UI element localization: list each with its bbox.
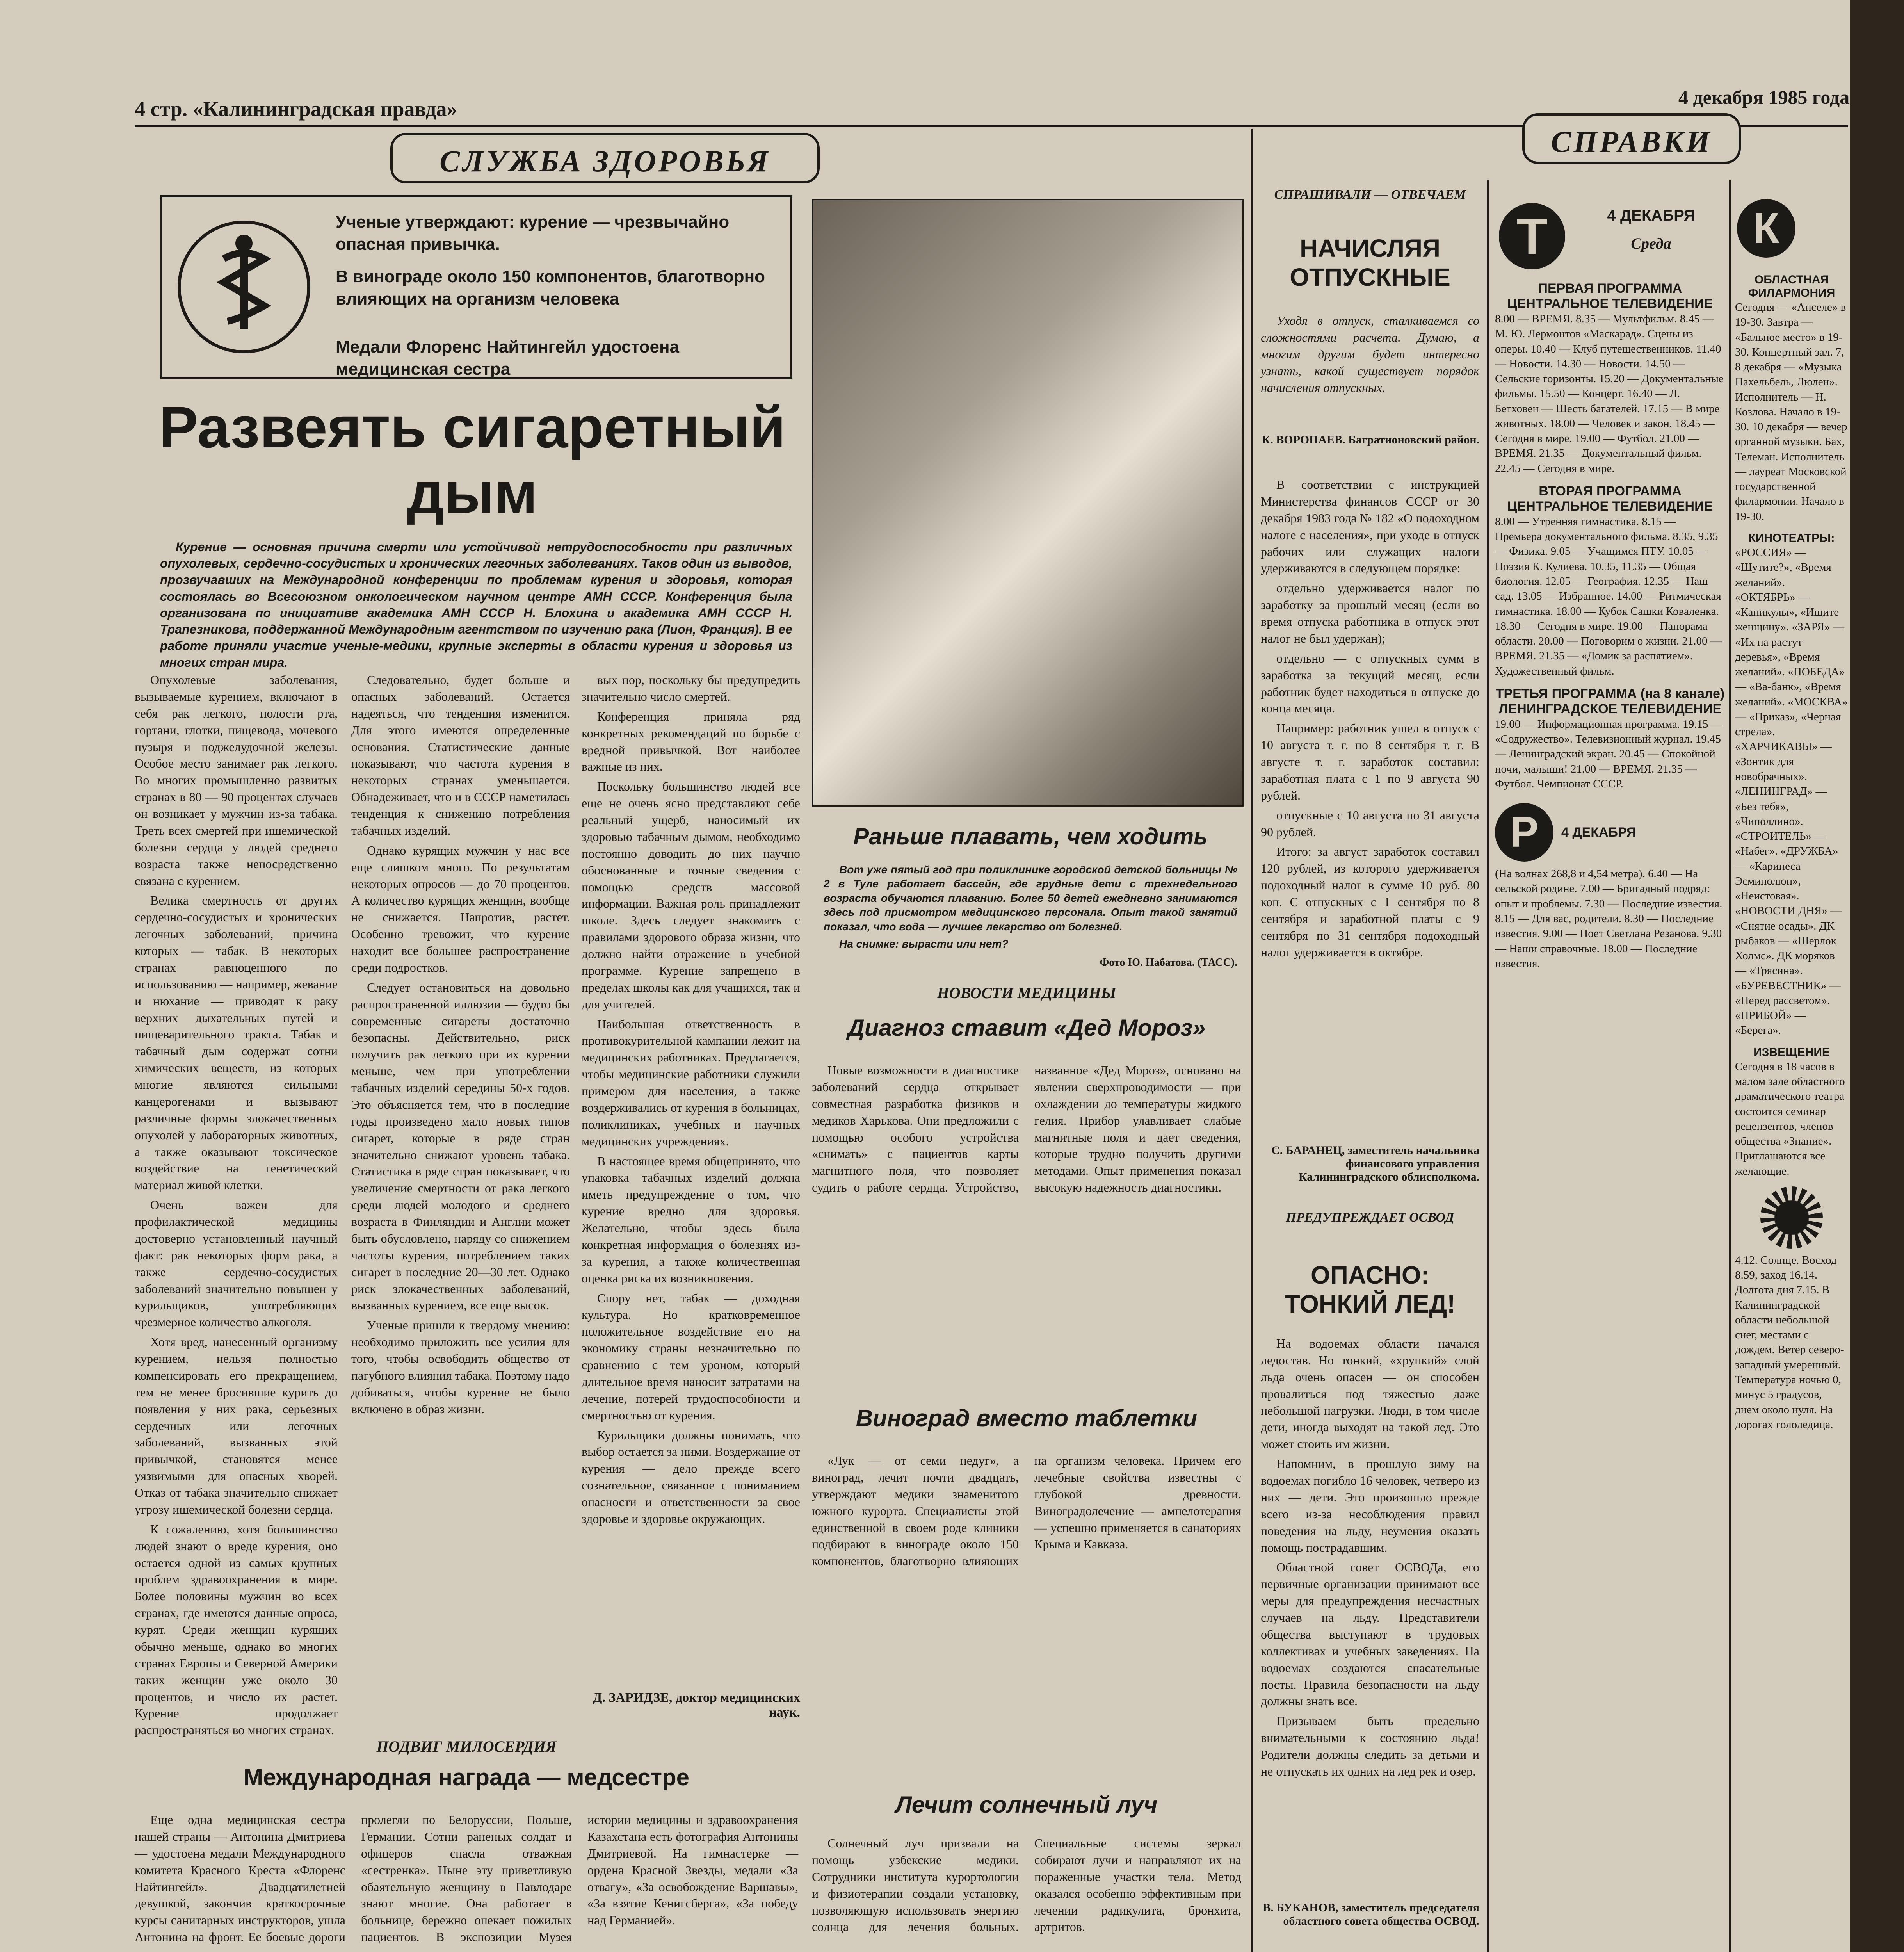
photo-credit: Фото Ю. Набатова. (ТАСС). (1100, 956, 1237, 969)
smoke-paragraph: В настоящее время общепринято, что упаковка табачных изделий должна иметь предупреждение о том, что курение вредно для здоровья. Желательно, чтобы здесь была конкретная информация о болезнях из-за курения, а также количественная оценка риска их возникновения. (582, 1154, 800, 1285)
warn-article (1261, 1335, 1479, 1893)
tv-logo-icon: Т (1499, 203, 1565, 269)
qa-lead-text: Уходя в отпуск, сталкиваемся со сложностями расчета. Думаю, а многим другим будет интересно узнать, какой существует порядок начисления отпускных. (1261, 313, 1479, 395)
qa-paragraph: отдельно удерживается налог по заработку за прошлый месяц (если во время отпуска работника в отпуск этот налог не был удержан); (1261, 581, 1479, 645)
tv-first-title: ПЕРВАЯ ПРОГРАММА ЦЕНТРАЛЬНОЕ ТЕЛЕВИДЕНИЕ (1507, 281, 1713, 311)
grape-article (812, 1452, 1241, 1788)
section-title-health: СЛУЖБА ЗДОРОВЬЯ (390, 133, 820, 183)
award-title: Международная награда — медсестре (244, 1764, 689, 1790)
grape-title: Виноград вместо таблетки (856, 1405, 1198, 1431)
warn-rubric: ПРЕДУПРЕЖДАЕТ ОСВОД (1286, 1210, 1454, 1225)
award-rubric: ПОДВИГ МИЛОСЕРДИЯ (376, 1738, 557, 1755)
caduceus-icon (178, 221, 310, 353)
tv-second-program: 8.00 — Утренняя гимнастика. 8.15 — Премьера документального фильма. 8.35, 9.35 — Физика. 9.05 — Учащимся ПТУ. 10.05 — Поэзия К. Кулиева. 10.35, 11.35 — Общая биология. 12.05 — География. 12.35 — Наш сад. 13.05 — Избранное. 14.00 — Ритмическая гимнастика. 18.00 — Кубок Сашки Коваленка. 18.30 — Сегодня в мире. 19.00 — Панорама области. 20.00 — Поговорим о жизни. 21.00 — ВРЕМЯ. 21.35 — «Домик за распятием». Художественный фильм. (1495, 515, 1722, 677)
notice-text: Сегодня в 18 часов в малом зале областного драматического театра состоится семинар рецензентов, членов общества «Знание». Приглашаются все желающие. (1735, 1060, 1845, 1177)
photo-title: Раньше плавать, чем ходить (853, 823, 1208, 850)
health-bullet-1: Ученые утверждают: курение — чрезвычайно опасная привычка. (336, 212, 730, 254)
cinema-title: КИНОТЕАТРЫ: (1748, 531, 1835, 545)
qa-answer (1261, 476, 1479, 1140)
tv-date: 4 ДЕКАБРЯ (1607, 207, 1695, 224)
column-divider (1251, 129, 1253, 1952)
warn-paragraph: На водоемах области начался ледостав. Но тонкий, «хрупкий» слой льда очень опасен — он способен провалиться под тяжестью даже небольшой нагрузки. Люди, в том числе дети, иногда выходят на такой лед. Это может стоить им жизни. (1261, 1336, 1479, 1451)
tv-third-program: 19.00 — Информационная программа. 19.15 — «Содружество». Телевизионный журнал. 19.45 — Ленинградский экран. 20.45 — Спокойной ночи, малыши! 21.00 — ВРЕМЯ. 21.35 — Футбол. Чемпионат СССР. (1495, 718, 1722, 790)
sun-text: Солнечный луч призвали на помощь узбекские медики. Сотрудники института курортологии и физиотерапии создали установку, позволяющую использовать энергию солнца для лечения больных. Специальные системы зеркал собирают лучи и направляют их на пораженные участки тела. Метод оказался особенно эффективным при лечении радикулита, бронхита, артритов. (812, 1836, 1241, 1934)
column-divider (1487, 180, 1489, 1952)
tv-listings (1495, 281, 1725, 1952)
page-header-date: 4 декабря 1985 года (1678, 86, 1850, 108)
sun-article (812, 1835, 1241, 1952)
photo-caption-sub: На снимке: вырасти или нет? (839, 937, 1009, 950)
health-bullet-2: В винограде около 150 компонентов, благотворно влияющих на организм человека (336, 267, 765, 309)
smoke-paragraph: Наибольшая ответственность в противокурительной кампании лежит на медицинских работниках. Предлагается, чтобы медицинские работники служили примером для населения, а также воздерживались от курения в больницах, поликлиниках, учебных и научных медицинских учреждениях. (582, 1017, 800, 1148)
smoke-column-1 (135, 671, 338, 1737)
column-divider (1729, 180, 1731, 1952)
award-article (135, 1811, 798, 1952)
health-bullet-3: Медали Флоренс Найтингейл удостоена медицинская сестра (336, 337, 679, 379)
right-info-column (1735, 273, 1848, 1952)
qa-lead (1261, 312, 1479, 429)
frost-title: Диагноз ставит «Дед Мороз» (847, 1015, 1206, 1041)
smoke-paragraph: Конференция приняла ряд конкретных рекомендаций по борьбе с вредной привычкой. Вот наиболее важные из них. (582, 709, 800, 774)
warn-paragraph: Напомним, в прошлую зиму на водоемах погибло 16 человек, четверо из них — дети. Это произошло прежде всего из-за несоблюдения правил поведения на льду, неумения оказать помощь пострадавшим. (1261, 1457, 1480, 1555)
theater-logo-icon: К (1737, 199, 1795, 258)
smoke-lead-text: Курение — основная причина смерти или устойчивой нетрудоспособности при различных опухолевых, сердечно-сосудистых и хронических легочных заболеваниях. Таков один из выводов, прозвучавших на Международной конференции по проблемам курения и здоровья, которая состоялась во Всесоюзном онкологическом научном центре АМН СССР. Конференция была организована по инициативе академика АМН СССР Н. Блохина и академика АМН СССР Н. Трапезникова, поддержанной Международным агентством по изучению рака (Лион, Франция). В ее работе приняли участие ученые-медики, крупные эксперты в области курения и здоровья из многих стран мира. (160, 540, 792, 670)
next-page-edge (1850, 0, 1904, 1952)
tv-second-title: ВТОРАЯ ПРОГРАММА ЦЕНТРАЛЬНОЕ ТЕЛЕВИДЕНИЕ (1507, 483, 1713, 514)
frost-article (812, 1062, 1241, 1398)
qa-rubric: СПРАШИВАЛИ — ОТВЕЧАЕМ (1274, 187, 1466, 202)
qa-paragraph: Итого: за август заработок составил 120 рублей, из которого удерживается подоходный налог в сумме 10 руб. 80 коп. С отпускных с 1 сентября по 8 сентября и заработной платы с 9 сентября по 31 сентября подоходный налог удерживается в октябре. (1261, 844, 1479, 959)
smoke-headline: Развеять сигаретный дым (159, 394, 786, 525)
smoke-column-2 (351, 671, 570, 1706)
warn-title: ОПАСНО: ТОНКИЙ ЛЕД! (1285, 1261, 1456, 1318)
sun-title: Лечит солнечный луч (895, 1792, 1158, 1818)
photo-caption-text: Вот уже пятый год при поликлинике городской детской больницы № 2 в Туле работает бассейн, где грудные дети с трехнедельного возраста обучаются плаванию. Более 50 детей ежедневно занимаются здесь под присмотром медицинского персонала. Опыт такой занятий показал, что вода — лучшее лекарство от болезней. (824, 864, 1237, 933)
page-header-left: 4 стр. «Калининградская правда» (135, 97, 457, 121)
warn-paragraph: Призываем быть предельно внимательными к состоянию льда! Родители должны следить за детьми и не отпускать их одних на лед рек и озер. (1261, 1714, 1479, 1778)
qa-signature: С. БАРАНЕЦ, заместитель начальника финансового управления Калининградского облисполкома. (1271, 1144, 1479, 1183)
smoke-lead (160, 539, 792, 670)
section-title-reference: СПРАВКИ (1522, 113, 1741, 164)
radio-title: 4 ДЕКАБРЯ (1561, 825, 1636, 840)
warn-signature: В. БУКАНОВ, заместитель председателя областного совета общества ОСВОД. (1263, 1901, 1479, 1927)
smoke-paragraph: Курильщики должны понимать, что выбор остается за ними. Воздержание от курения — дело прежде всего сознательное, связанное с пониманием опасности и ответственности за свое здоровье и здоровье окружающих. (582, 1428, 800, 1526)
qa-asker: К. ВОРОПАЕВ. Багратионовский район. (1262, 433, 1479, 446)
qa-paragraph: В соответствии с инструкцией Министерства финансов СССР от 30 декабря 1983 года № 182 «О подоходном налоге с населения», при уходе в отпуск рабочих или служащих налоги удерживаются в следующем порядке: (1261, 477, 1479, 575)
smoke-signature: Д. ЗАРИДЗЕ, доктор медицинских наук. (593, 1690, 800, 1720)
smoke-paragraph: Велика смертность от других сердечно-сосудистых и хронических легочных заболеваний, причина которых — табак. В некоторых странах равноценного по использованию — например, жевание и нюхание — приводят к раку верхних дыхательных путей и пищеварительного тракта. Табак и табачный дым содержат сотни химических веществ, из которых многие являются сильными канцерогенами и вызывают различные формы злокачественных опухолей у лабораторных животных, а также оказывают токсическое воздействие на генетический материал живой клетки. (135, 893, 338, 1192)
radio-logo-icon: Р (1495, 803, 1553, 862)
frost-text: Новые возможности в диагностике заболеваний сердца открывает совместная разработка физиков и медиков Харькова. Они предложили с помощью особого устройства «снимать» с пациентов карты магнитного поля, что позволяет судить о работе сердца. Устройство, названное «Дед Мороз», основано на явлении сверхпроводимости — при охлаждении до температуры жидкого гелия. Прибор улавливает слабые магнитные поля и дает сведения, которые трудно получить другими методами. Опыт применения показал высокую надежность диагностики. (812, 1063, 1241, 1195)
philharmonic-title: ОБЛАСТНАЯ ФИЛАРМОНИЯ (1748, 273, 1835, 299)
smoke-paragraph: К сожалению, хотя большинство людей знают о вреде курения, оно остается одной из самых крупных проблем здравоохранения в мире. Более половины мужчин во всех странах, где имеются данные опроса, курят. Среди женщин курящих обычно меньше, однако во многих странах Европы и Северной Америки таких женщин уже около 30 процентов, и число их растет. Курение продолжает распространяться во многих странах. (135, 1522, 338, 1737)
smoke-column-3 (582, 671, 800, 1687)
medicine-news-rubric: НОВОСТИ МЕДИЦИНЫ (937, 984, 1116, 1002)
smoke-paragraph: Очень важен для профилактической медицины достоверно установленный научный факт: рак некоторых форм рака, а также сердечно-сосудистых заболеваний значительно повышен у курильщиков, употребляющих чрезмерное количество алкоголя. (135, 1198, 338, 1329)
weather-text: 4.12. Солнце. Восход 8.59, заход 16.14. Долгота дня 7.15. В Калининградской области небольшой снег, местами с дождем. Ветер северо-западный умеренный. Температура ночью 0, минус 5 градусов, днем около нуля. На дорогах гололедица. (1735, 1254, 1844, 1431)
photo-caption (824, 863, 1237, 953)
smoke-paragraph: Однако курящих мужчин у нас все еще слишком много. По результатам некоторых опросов — до 70 процентов. А количество курящих женщин, вообще не снижается. Напротив, растет. Особенно тревожит, что курение находит все большее распространение среди подростков. (351, 843, 570, 974)
grape-text: «Лук — от семи недуг», а виноград, лечит почти двадцать, утверждают медики знаменитого южного курорта. Специалисты этой единственной в своем роде клиники подбирают в винограде около 150 компонентов, благотворно влияющих на организм человека. Причем его лечебные свойства известны с глубокой древности. Виноградолечение — ампелотерапия — успешно применяется в санаториях Крыма и Кавказа. (812, 1453, 1241, 1568)
tv-first-program: 8.00 — ВРЕМЯ. 8.35 — Мультфильм. 8.45 — М. Ю. Лермонтов «Маскарад». Сцены из оперы. 10.40 — Клуб путешественников. 11.40 — Новости. 14.30 — Новости. 14.50 — Сельские горизонты. 15.20 — Документальные фильмы. 15.50 — Концерт. 16.40 — Л. Бетховен — Шесть багателей. 17.15 — В мире животных. 18.00 — Человек и закон. 18.45 — Сегодня в мире. 19.00 — Футбол. 21.00 — ВРЕМЯ. 21.35 — Документальный фильм. 22.45 — Сегодня в мире. (1495, 313, 1724, 475)
tv-weekday: Среда (1631, 235, 1671, 252)
cinema-text: «РОССИЯ» — «Шутите?», «Время желаний». «ОКТЯБРЬ» — «Каникулы», «Ищите женщину». «ЗАРЯ» — «Их на растут деревья», «Время желаний». «ПОБЕДА» — «Ва-банк», «Время желаний». «МОСКВА» — «Приказ», «Черная стрела». «ХАРЧИКАВЫ» — «Зонтик для новобрачных». «ЛЕНИНГРАД» — «Без тебя», «Чиполлино». «СТРОИТЕЛЬ» — «Набег». «ДРУЖБА» — «Каринеса Эсминолюн», «Неистовая». «НОВОСТИ ДНЯ» — «Снятие осады». ДК рыбаков — «Шерлок Холмс». ДК моряков — «Трясина». «БУРЕВЕСТНИК» — «Перед рассветом». «ПРИБОЙ» — «Берега». (1735, 546, 1848, 1037)
smoke-paragraph: Спору нет, табак — доходная культура. Но кратковременное положительное воздействие его на экономику страны незначительно по сравнению с тем уроном, который длительное время наносит затратами на лечение, потерей трудоспособности и смертностью от курения. (582, 1291, 800, 1422)
smoke-paragraph: Опухолевые заболевания, вызываемые курением, включают в себя рак легкого, полости рта, гортани, глотки, пищевода, мочевого пузыря и поджелудочной железы. Особое место занимает рак легкого. Во многих промышленно развитых странах в 80 — 90 процентах случаев он возникает у мужчин из-за табака. Треть всех смертей при ишемической болезни сердца у людей среднего возраста также непосредственно связана с курением. (135, 673, 338, 888)
smoke-paragraph: Следует остановиться на довольно распространенной иллюзии — будто бы современные сигареты достаточно безопасны. Действительно, риск получить рак легкого при их курении меньше, чем при употреблении табачных изделий середины 50-х годов. Это объясняется тем, что в последние годы произведено мало новых типов сигарет, которые в ряде стран значительно снижают уровень табака. Статистика в ряде стран показывает, что увеличение смертности от рака легкого среди людей молодого и среднего возраста в Финляндии и Англии может быть обусловлено, наряду со снижением частоты курения, потреблением таких сигарет в последние 20—30 лет. Однако риск злокачественных заболеваний, вызванных курением, все еще высок. (351, 980, 570, 1313)
qa-title: НАЧИСЛЯЯ ОТПУСКНЫЕ (1290, 234, 1450, 291)
swimming-babies-photo (812, 199, 1244, 807)
warn-paragraph: Областной совет ОСВОДа, его первичные организации принимают все меры для предупреждения несчастных случаев на льду. Представители общества выступают в трудовых коллективах и учебных заведениях. На водоемах создаются спасательные посты. Правила безопасности на льду должны знать все. (1261, 1560, 1479, 1708)
qa-paragraph: отпускные с 10 августа по 31 августа 90 рублей. (1261, 808, 1479, 839)
smoke-paragraph: Хотя вред, нанесенный организму курением, нельзя полностью компенсировать его прекращением, тем не менее бросившие курить до появления у них рака, серьезных сердечных или легочных заболеваний, вызванных этой привычкой, становятся менее уязвимыми для опасных хворей. Отказ от табака значительно снижает угрозу ишемической болезни сердца. (135, 1335, 338, 1516)
notice-title: ИЗВЕЩЕНИЕ (1753, 1045, 1830, 1059)
qa-paragraph: Например: работник ушел в отпуск с 10 августа т. г. по 8 сентября т. г. В августе т. г. заработок составил: заработная плата с 1 по 9 августа 90 рублей. (1261, 721, 1479, 802)
tv-third-title: ТРЕТЬЯ ПРОГРАММА (на 8 канале) ЛЕНИНГРАДСКОЕ ТЕЛЕВИДЕНИЕ (1495, 686, 1725, 716)
smoke-paragraph: Поскольку большинство людей все еще не очень ясно представляют себе реальный ущерб, наносимый их здоровью табачным дымом, необходимо постоянно доводить до них научно обоснованные и точные сведения с помощью средств массовой информации. Важная роль принадлежит школе. Здесь следует знакомить с правилами здорового образа жизни, что должно найти отражение в учебной программе. Курение запрещено в пределах школы как для учащихся, так и для учителей. (582, 779, 800, 1011)
smoke-paragraph: Следовательно, будет больше и опасных заболеваний. Остается надеяться, что тенденция изменится. Для этого имеются определенные основания. Статистические данные показывают, что частота курения в некоторых странах уменьшается. Обнадеживает, что и в СССР наметилась тенденция к снижению потребления табачных изделий. (351, 673, 570, 837)
award-text: Еще одна медицинская сестра нашей страны — Антонина Дмитриева — удостоена медали Международного комитета Красного Креста «Флоренс Найтингейл». Двадцатилетней девушкой, закончив краткосрочные курсы санитарных инструкторов, ушла Антонина на фронт. Ее боевые дороги пролегли по Белоруссии, Польше, Германии. Сотни раненых солдат и офицеров спасла отважная «сестренка». Ныне эту приветливую обаятельную женщину в Павлодаре знают многие. Она работает в больнице, бережно опекает пожилых пациентов. В экспозиции Музея истории медицины и здравоохранения Казахстана есть фотография Антонины Дмитриевой. На гимнастерке — ордена Красной Звезды, медали «За отвагу», «За освобождение Варшавы», «За взятие Кенигсберга», «За победу над Германией». (135, 1813, 798, 1944)
smoke-paragraph: вых пор, поскольку бы предупредить значительно число смертей. (582, 673, 800, 704)
smoke-paragraph: Ученые пришли к твердому мнению: необходимо приложить все усилия для того, чтобы освободить общество от пагубного влияния табака. Поэтому надо добиваться, чтобы курение не было включено в образ жизни. (351, 1318, 570, 1416)
radio-program: (На волнах 268,8 и 4,54 метра). 6.40 — На сельской родине. 7.00 — Бригадный подряд: опыт и проблемы. 7.30 — Последние известия. 8.15 — Для вас, родители. 8.30 — Последние известия. 9.00 — Поет Светлана Резанова. 9.30 — Наши справочные. 18.00 — Последние известия. (1495, 867, 1722, 970)
philharmonic-text: Сегодня — «Анселе» в 19-30. Завтра — «Бальное место» в 19-30. Концертный зал. 7, 8 декабря — «Музыка Пахельбель, Люлен». Исполнитель — Н. Козлова. Начало в 19-30. 10 декабря — вечер органной музыки. Бах, Телеман. Исполнитель — лауреат Московской государственной филармонии. Начало в 19-30. (1735, 301, 1847, 523)
sun-icon (1760, 1186, 1823, 1249)
qa-paragraph: отдельно — с отпускных сумм в заработка за текущий месяц, если работник будет находиться в отпуске до конца месяца. (1261, 651, 1479, 716)
